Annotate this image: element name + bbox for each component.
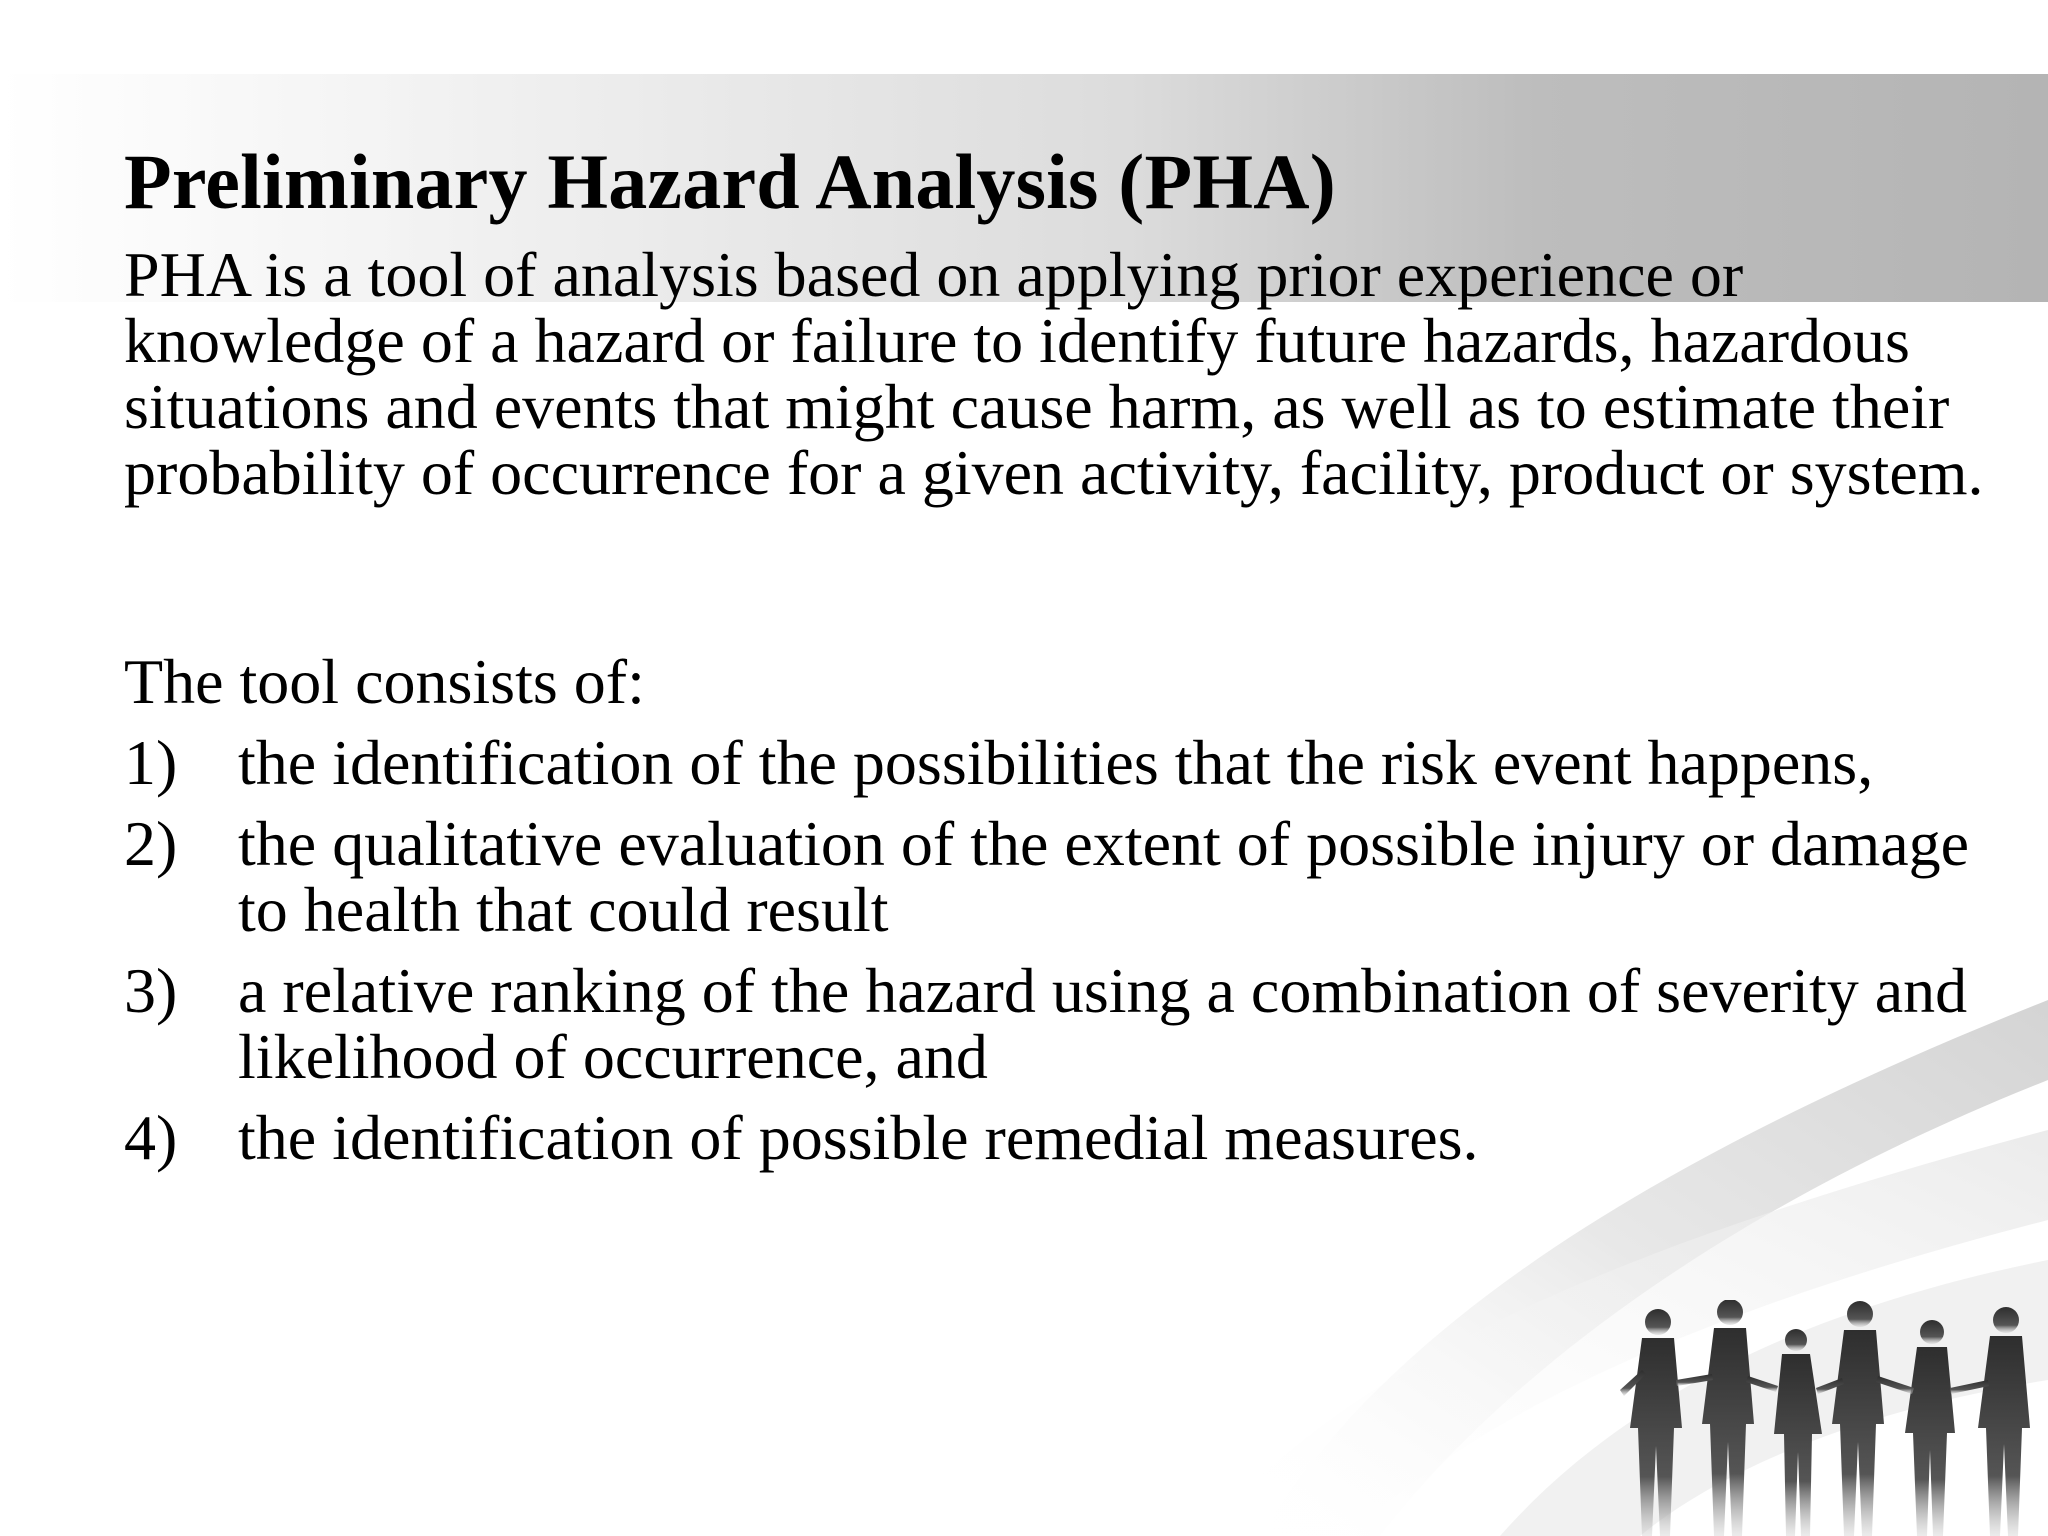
step-item-3 — [124, 955, 2004, 1092]
step-number: 1) — [124, 727, 178, 798]
step-text: the qualitative evaluation of the extent of possible injury or damage to health that could result — [238, 808, 1970, 945]
people-holding-hands-image — [1560, 1300, 2048, 1536]
tool-heading: The tool consists of: — [124, 646, 645, 717]
step-item-1 — [124, 727, 2004, 798]
step-text: the identification of possible remedial measures. — [238, 1102, 1479, 1173]
step-number: 3) — [124, 955, 178, 1026]
steps-list — [124, 727, 2004, 1186]
intro-paragraph: PHA is a tool of analysis based on applying prior experience or knowledge of a hazard or failure to identify future hazards, hazardous situations and events that might cause harm, as well as to estimate their probability of occurrence for a given activity, facility, product or system. — [124, 239, 1984, 508]
step-item-2 — [124, 808, 2004, 945]
step-text: a relative ranking of the hazard using a combination of severity and likelihood of occurrence, and — [238, 955, 1968, 1092]
step-number: 4) — [124, 1102, 178, 1173]
step-text: the identification of the possibilities that the risk event happens, — [238, 727, 1874, 798]
step-item-4 — [124, 1102, 2004, 1173]
slide-title: Preliminary Hazard Analysis (PHA) — [124, 138, 1336, 225]
step-number: 2) — [124, 808, 178, 879]
